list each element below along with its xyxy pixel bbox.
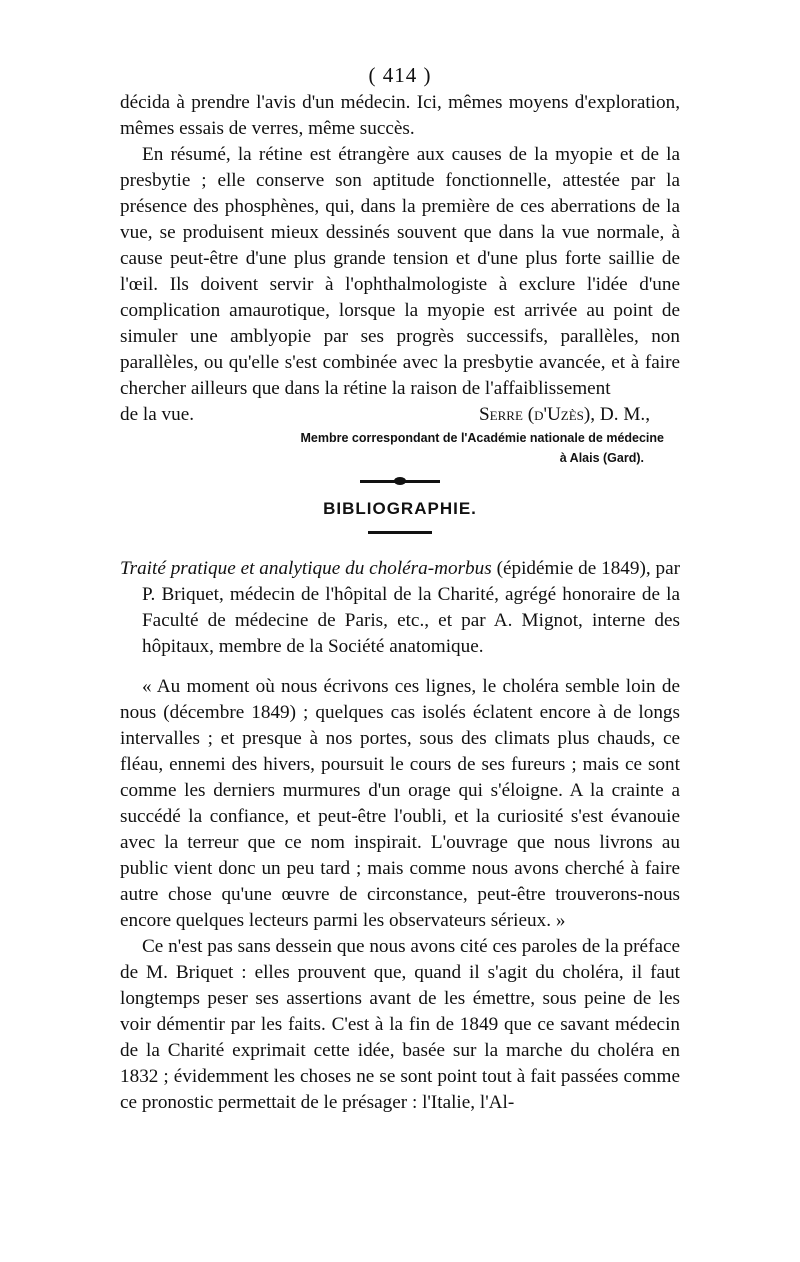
author-affiliation-line2: à Alais (Gard). [559,451,644,465]
ornament-divider [360,480,440,483]
page-number: ( 414 ) [368,63,432,87]
signature-line [120,402,680,428]
divider-rule [368,531,432,534]
paragraph-commentary: Ce n'est pas sans dessein que nous avons cité ces paroles de la préface de M. Briquet : elles prouvent que, quand il s'agit du choléra, il faut longtemps peser ses assertions avant de les émettre, sous peine de les voir démentir par les faits. C'est à la fin de 1849 que ce savant médecin de la Charité exprimait cette idée, basée sur la marche du choléra en 1832 ; évidemment les choses ne se sont point tout à fait passées comme ce pronostic permettait de le présager : l'Italie, l'Al- [120,936,680,1113]
paragraph-summary: En résumé, la rétine est étrangère aux causes de la myopie et de la presbytie ; elle conserve son aptitude fonctionnelle, attestée par la présence des phosphènes, qui, dans la première de ces aberrations de la vue, se produisent mieux dessinés souvent que dans la vue normale, à cause peut-être d'une plus grande tension et d'une plus forte saillie de l'œil. Ils doivent servir à l'ophthalmologiste à exclure l'idée d'une complication amaurotique, lorsque la myopie est arrivée au point de simuler une amblyopie par ses progrès successifs, parallèles, non parallèles, ou qu'elle s'est combinée avec la presbytie avancée, et à faire chercher ailleurs que dans la rétine la raison de l'affaiblissement [120,144,680,399]
book-page [120,60,680,1116]
paragraph-continuation: décida à prendre l'avis d'un médecin. Ici, mêmes moyens d'exploration, mêmes essais de verres, même succès. [120,92,680,139]
section-heading: BIBLIOGRAPHIE. [323,499,477,518]
book-details: (épidémie de 1849), par P. Briquet, médecin de l'hôpital de la Charité, agrégé honoraire de la Faculté de médecine de Paris, etc., et par A. Mignot, interne des hôpitaux, membre de la Société anatomique. [142,558,681,657]
paragraph-summary-end: de la vue. [120,404,195,425]
bibliography-entry [120,556,680,660]
author-affiliation-line1: Membre correspondant de l'Académie nationale de médecine [300,431,664,445]
author-signature: Serre (d'Uzès), D. M., [479,404,650,425]
book-title: Traité pratique et analytique du choléra-morbus [120,558,492,579]
preface-quote: « Au moment où nous écrivons ces lignes, le choléra semble loin de nous (décembre 1849) ; quelques cas isolés éclatent encore à de longs intervalles ; et presque à nos portes, sous des climats plus chauds, ce fléau, ennemi des hivers, poursuit le cours de ses fureurs ; mais ce sont comme les derniers murmures d'un orage qui s'éloigne. A la crainte a succédé la confiance, et peut-être l'oubli, et la curiosité s'est évanouie avec la terreur que ce nom inspirait. L'ouvrage que nous livrons au public vient donc un peu tard ; mais comme nous avons cherché à faire autre chose qu'une œuvre de circonstance, peut-être trouverons-nous encore quelques lecteurs parmi les observateurs sérieux. » [120,676,680,931]
